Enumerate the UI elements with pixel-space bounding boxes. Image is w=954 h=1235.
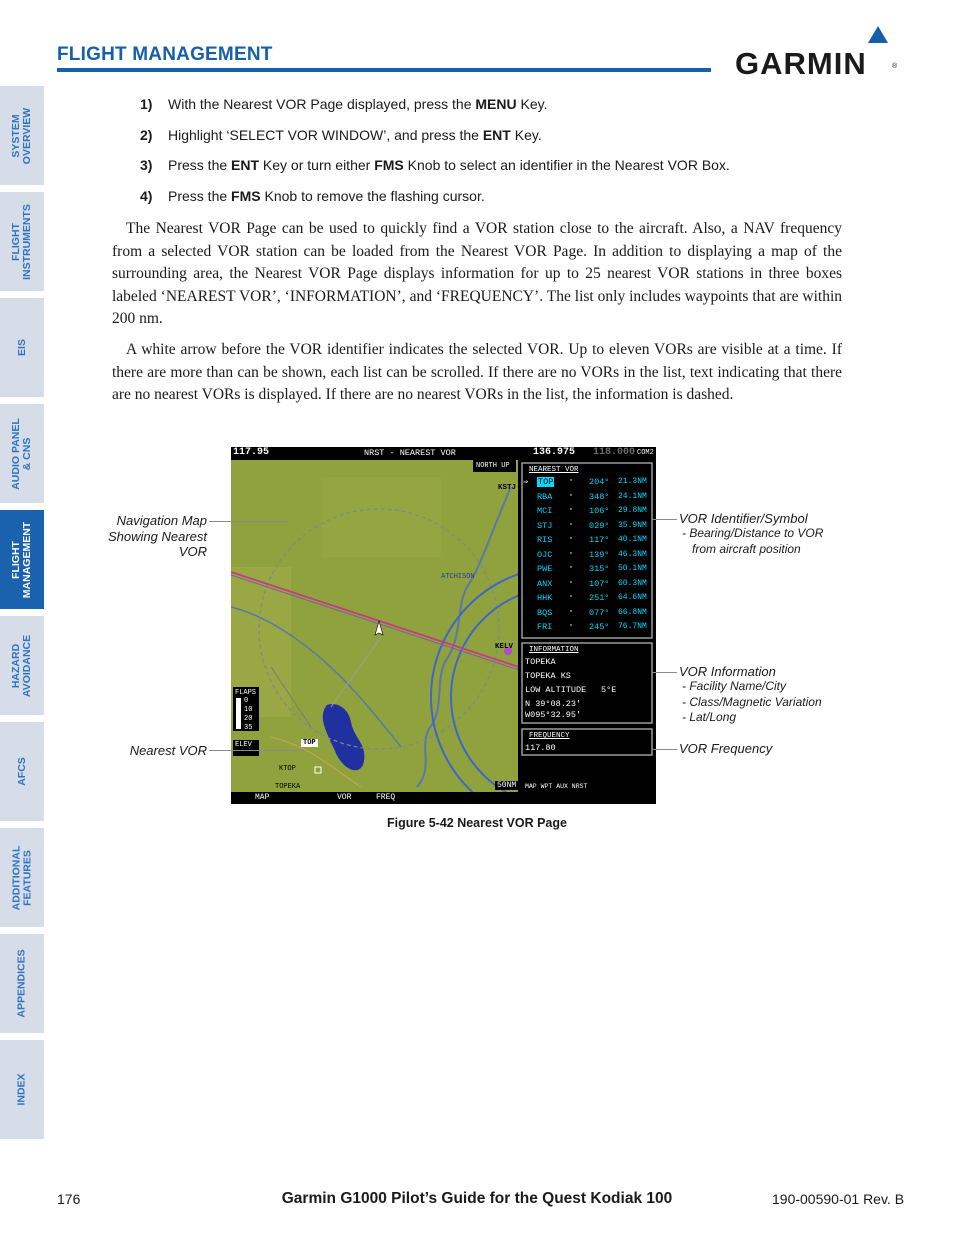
vor-identifier: FRI: [537, 622, 553, 632]
registered-mark: ®: [892, 63, 898, 70]
tab-index[interactable]: INDEX: [0, 1040, 44, 1139]
vor-identifier: TOP: [538, 477, 554, 487]
vor-bearing: 204°: [589, 477, 610, 487]
vor-symbol-icon: ▫: [569, 578, 574, 587]
map-label-top: TOP: [303, 739, 316, 747]
north-up-label: NORTH UP: [476, 462, 510, 470]
vor-distance: 29.8NM: [618, 506, 647, 515]
vor-symbol-icon: ▫: [569, 607, 574, 616]
page-group-indicator: MAP WPT AUX NRST: [525, 783, 588, 790]
vor-identifier: MCI: [537, 506, 553, 516]
vor-list-row[interactable]: [523, 608, 651, 623]
information-header: INFORMATION: [529, 646, 579, 654]
flaps-mark-20: 20: [244, 715, 253, 723]
figure-caption: Figure 5-42 Nearest VOR Page: [387, 816, 567, 830]
tab-appendices[interactable]: APPENDICES: [0, 934, 44, 1033]
callout-line-vor-frequency: [652, 749, 677, 750]
selected-arrow-icon: ⇒: [523, 477, 529, 487]
elev-label: ELEV: [235, 741, 252, 749]
softkey-freq[interactable]: FREQ: [376, 793, 396, 802]
garmin-logo: [735, 26, 900, 81]
flaps-label: FLAPS: [235, 689, 257, 697]
vor-distance: 64.6NM: [618, 593, 647, 602]
vor-identifier: PWE: [537, 564, 553, 574]
step-1: 1) With the Nearest VOR Page displayed, press the MENU Key.: [140, 96, 548, 112]
page-title: NRST - NEAREST VOR: [364, 448, 456, 458]
map-label-atchison: ATCHISON: [441, 573, 475, 581]
flaps-mark-0: 0: [244, 697, 249, 705]
garmin-triangle-icon: [868, 26, 888, 43]
vor-distance: 40.1NM: [618, 535, 647, 544]
paragraph-selection: A white arrow before the VOR identifier indicates the selected VOR. Up to eleven VORs are visible at a time. If there are more than can be shown, each list can be scrolled. If there are no VORs in the list, text indicating that there are no nearest VORs is displayed. If there are no nearest VORs in the list, the information is dashed.: [112, 341, 842, 404]
step-2: 2) Highlight ‘SELECT VOR WINDOW’, and press the ENT Key.: [140, 127, 542, 143]
vor-list-row[interactable]: [523, 564, 651, 579]
map-range: 50NM: [497, 781, 517, 790]
vor-distance: 76.7NM: [618, 622, 647, 631]
vor-bearing: 315°: [589, 564, 610, 574]
paragraph-overview: The Nearest VOR Page can be used to quickly find a VOR station close to the aircraft. Also, a NAV frequency from a selected VOR station can be loaded from the Nearest VOR Page. In addition to displaying a map of the surrounding area, the Nearest VOR Page displays information for up to 25 nearest VOR stations in three boxes labeled ‘NEAREST VOR’, ‘INFORMATION’, and ‘FREQUENCY’. The list only includes waypoints that are within 200 nm.: [112, 220, 842, 328]
vor-symbol-icon: ▫: [569, 593, 574, 601]
tab-audio-panel-cns[interactable]: AUDIO PANEL & CNS: [0, 404, 44, 503]
title-rule: [57, 68, 711, 72]
info-class: LOW ALTITUDE: [525, 685, 587, 695]
callout-line-nav-map: [209, 521, 289, 522]
nearest-vor-list: [523, 477, 651, 637]
vor-bearing: 077°: [589, 607, 610, 618]
vor-bearing: 139°: [589, 549, 610, 560]
vor-symbol-icon: ▫: [569, 535, 574, 543]
tab-flight-management[interactable]: FLIGHT MANAGEMENT: [0, 510, 44, 609]
step-4: 4) Press the FMS Knob to remove the flashing cursor.: [140, 188, 485, 204]
vor-list-row[interactable]: [523, 506, 651, 521]
flaps-mark-35: 35: [244, 724, 253, 732]
garmin-logo-text: GARMIN: [735, 46, 867, 81]
vor-list-row[interactable]: [523, 550, 651, 565]
vor-identifier: RBA: [537, 491, 553, 502]
com-label: COM2: [637, 449, 654, 457]
vor-list-row[interactable]: [523, 535, 651, 550]
vor-list-row[interactable]: [523, 593, 651, 608]
vor-distance: 66.8NM: [618, 607, 647, 617]
softkey-vor[interactable]: VOR: [337, 793, 352, 802]
vor-list-row[interactable]: [523, 477, 651, 492]
vor-distance: 35.9NM: [618, 520, 647, 530]
vor-list-row[interactable]: [523, 622, 651, 637]
vor-identifier: ANX: [537, 578, 553, 589]
footer-title: Garmin G1000 Pilot’s Guide for the Quest Kodiak 100: [281, 1190, 673, 1207]
vor-identifier: STJ: [537, 520, 553, 531]
callout-line-vor-information: [652, 672, 677, 673]
softkey-map[interactable]: MAP: [255, 793, 270, 802]
map-label-kstj: KSTJ: [498, 484, 517, 492]
tab-system-overview[interactable]: SYSTEM OVERVIEW: [0, 86, 44, 185]
vor-symbol-icon: ▫: [569, 520, 574, 529]
tab-afcs[interactable]: AFCS: [0, 722, 44, 821]
callout-vor-information: VOR Information - Facility Name/City - Class/Magnetic Variation - Lat/Long: [679, 664, 822, 724]
callout-nearest-vor: Nearest VOR: [129, 743, 207, 758]
com-standby-frequency: 118.000: [593, 447, 636, 458]
vor-identifier: OJC: [537, 549, 553, 560]
vor-symbol-icon: ▫: [569, 506, 574, 514]
vor-identifier: BQS: [537, 607, 553, 618]
callout-line-nearest-vor: [209, 750, 304, 751]
part-number: 190-00590-01 Rev. B: [772, 1191, 905, 1207]
map-label-topeka: TOPEKA: [275, 783, 301, 791]
info-mag-var: 5°E: [601, 685, 617, 695]
frequency-value: 117.80: [525, 743, 556, 753]
flaps-mark-10: 10: [244, 706, 253, 714]
vor-bearing: 245°: [589, 622, 610, 632]
vor-bearing: 251°: [589, 593, 610, 603]
callout-vor-frequency: VOR Frequency: [679, 741, 773, 756]
vor-symbol-icon: ▫: [569, 549, 574, 558]
vor-list-row[interactable]: [523, 579, 651, 594]
vor-distance: 50.1NM: [618, 564, 647, 573]
vor-bearing: 348°: [589, 491, 610, 502]
info-longitude: W095°32.95': [525, 710, 582, 720]
tab-hazard-avoidance[interactable]: HAZARD AVOIDANCE: [0, 616, 44, 715]
map-label-ktop: KTOP: [279, 765, 296, 773]
vor-bearing: 106°: [589, 506, 610, 516]
tab-flight-instruments[interactable]: FLIGHT INSTRUMENTS: [0, 192, 44, 291]
vor-bearing: 107°: [589, 578, 610, 589]
vor-bearing: 029°: [589, 520, 610, 531]
page-number: 176: [57, 1191, 81, 1207]
vor-distance: 21.3NM: [618, 477, 647, 486]
vor-distance: 24.1NM: [618, 491, 647, 501]
frequency-header: FREQUENCY: [529, 732, 570, 740]
vor-identifier: HHK: [537, 593, 553, 603]
vor-symbol-icon: ▫: [569, 622, 574, 630]
vor-symbol-icon: ▫: [569, 564, 574, 572]
tab-eis[interactable]: EIS: [0, 298, 44, 397]
vor-symbol-icon: ▫: [569, 491, 574, 500]
map-label-kelv: KELV: [495, 643, 514, 651]
callout-nav-map: Navigation Map Showing Nearest VOR: [108, 513, 207, 559]
vor-distance: 60.3NM: [618, 578, 647, 588]
vor-bearing: 117°: [589, 535, 610, 545]
callout-vor-identifier: VOR Identifier/Symbol - Bearing/Distance to VOR from aircraft position: [679, 511, 824, 556]
callout-line-vor-identifier: [652, 519, 677, 520]
vor-identifier: RIS: [537, 535, 553, 545]
nav-frequency: 117.95: [233, 447, 270, 458]
flaps-indicator: [236, 698, 241, 729]
vor-list-row[interactable]: [523, 521, 651, 536]
info-facility-name: TOPEKA: [525, 657, 556, 667]
com-active-frequency: 136.975: [533, 447, 576, 458]
info-city: TOPEKA KS: [525, 671, 571, 681]
section-title: FLIGHT MANAGEMENT: [57, 44, 273, 65]
tab-additional-features[interactable]: ADDITIONAL FEATURES: [0, 828, 44, 927]
vor-symbol-icon: ▫: [569, 477, 574, 485]
vor-distance: 46.3NM: [618, 549, 647, 559]
info-latitude: N 39°08.23': [525, 699, 582, 709]
vor-list-row[interactable]: [523, 492, 651, 507]
nearest-vor-header: NEAREST VOR: [529, 466, 579, 474]
step-3: 3) Press the ENT Key or turn either FMS Knob to select an identifier in the Nearest VOR Box.: [140, 157, 730, 173]
